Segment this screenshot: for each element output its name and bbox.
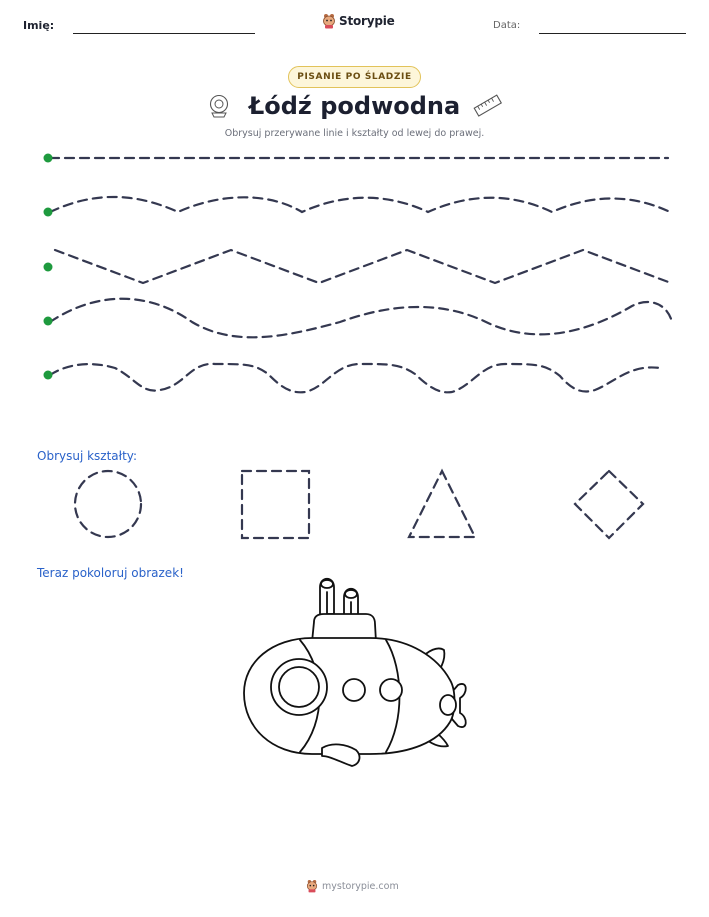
trace-square[interactable] — [242, 471, 309, 538]
brand-name: Storypie — [339, 14, 395, 28]
brand — [322, 13, 395, 29]
instructions: Obrysuj przerywane linie i kształty od lewej do prawej. — [224, 128, 485, 139]
page-title: Łódź podwodna — [248, 92, 461, 120]
coloring-heading: Teraz pokoloruj obrazek! — [37, 566, 184, 580]
date-label: Data: — [493, 20, 521, 31]
ruler-icon — [472, 94, 504, 118]
tracing-line-wave-2[interactable] — [50, 299, 672, 338]
start-dot-3 — [44, 263, 53, 272]
shapes-heading: Obrysuj kształty: — [37, 449, 138, 463]
start-dot-5 — [44, 371, 53, 380]
name-label: Imię: — [23, 19, 55, 32]
date-field-line[interactable] — [539, 33, 686, 34]
start-dot-1 — [44, 154, 53, 163]
footer-url[interactable]: mystorypie.com — [322, 880, 399, 892]
tracing-line-zigzag[interactable] — [55, 250, 671, 283]
tracing-line-wave-3[interactable] — [50, 364, 660, 392]
start-dot-2 — [44, 208, 53, 217]
storypie-logo-icon — [322, 13, 336, 29]
submarine-illustration[interactable] — [238, 570, 470, 770]
footer — [306, 879, 399, 893]
tracing-area — [0, 140, 709, 540]
trace-circle[interactable] — [75, 471, 141, 537]
name-field-line[interactable] — [73, 33, 255, 34]
activity-badge: PISANIE PO ŚLADZIE — [288, 66, 421, 88]
trace-diamond[interactable] — [575, 471, 643, 538]
trace-triangle[interactable] — [409, 471, 475, 537]
start-dot-4 — [44, 317, 53, 326]
storypie-logo-icon — [306, 879, 318, 893]
tracing-line-wave-1[interactable] — [50, 197, 670, 212]
